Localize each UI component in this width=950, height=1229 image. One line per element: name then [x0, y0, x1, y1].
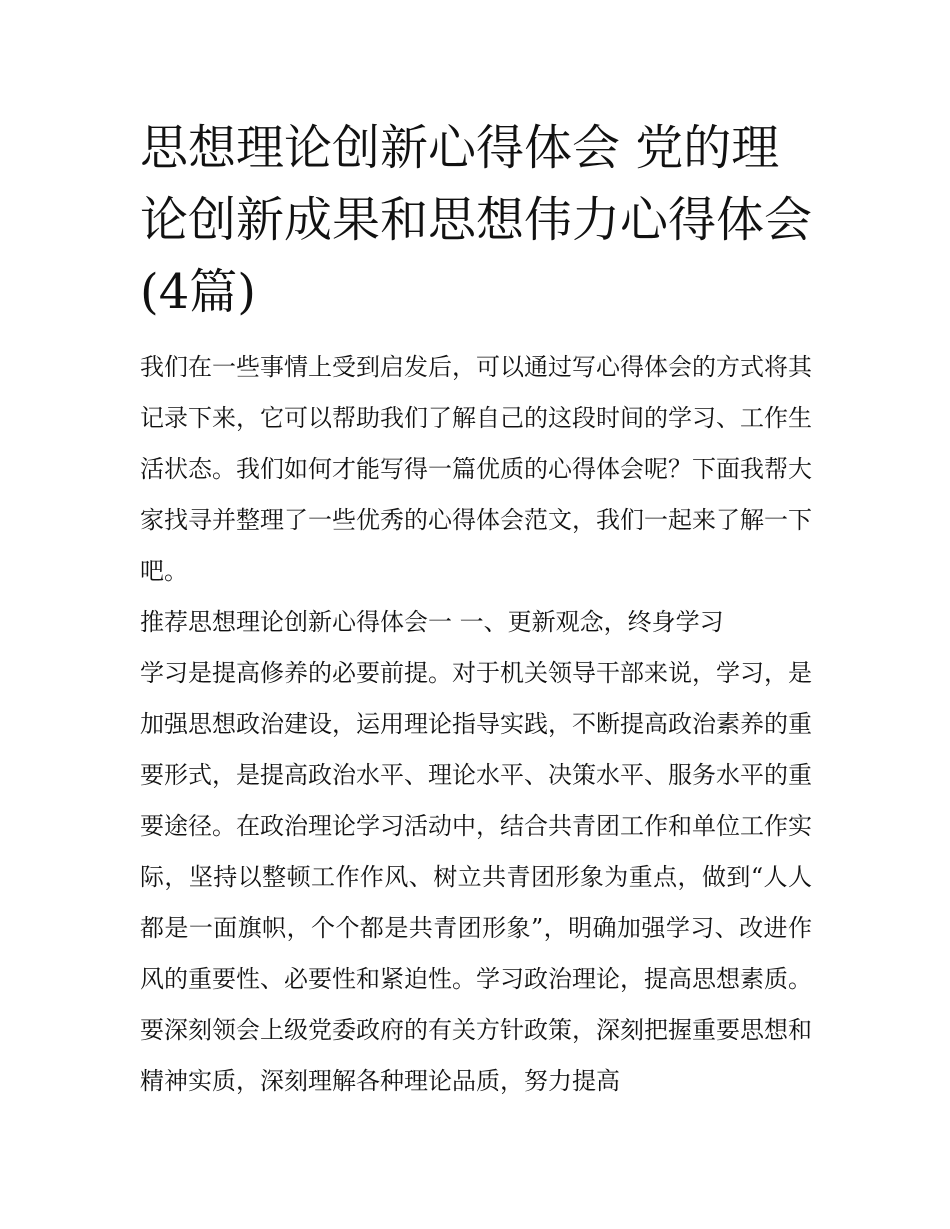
- document-body: [140, 112, 812, 1107]
- section-heading-paragraph: 推荐思想理论创新心得体会一 一、更新观念，终身学习: [140, 608, 724, 636]
- document-title: 思想理论创新心得体会 党的理论创新成果和思想伟力心得体会(4篇): [140, 120, 813, 320]
- intro-paragraph: 我们在一些事情上受到启发后，可以通过写心得体会的方式将其记录下来，它可以帮助我们了解自己的这段时间的学习、工作生活状态。我们如何才能写得一篇优质的心得体会呢？下面我帮大家找寻并整理了一些优秀的心得体会范文，我们一起来了解一下吧。: [140, 353, 812, 585]
- body-paragraph: 学习是提高修养的必要前提。对于机关领导干部来说，学习，是加强思想政治建设，运用理论指导实践，不断提高政治素养的重要形式，是提高政治水平、理论水平、决策水平、服务水平的重要途径。在政治理论学习活动中，结合共青团工作和单位工作实际，坚持以整顿工作作风、树立共青团形象为重点，做到“人人都是一面旗帜，个个都是共青团形象”，明确加强学习、改进作风的重要性、必要性和紧迫性。学习政治理论，提高思想素质。要深刻领会上级党委政府的有关方针政策，深刻把握重要思想和精神实质，深刻理解各种理论品质，努力提高: [140, 659, 812, 1095]
